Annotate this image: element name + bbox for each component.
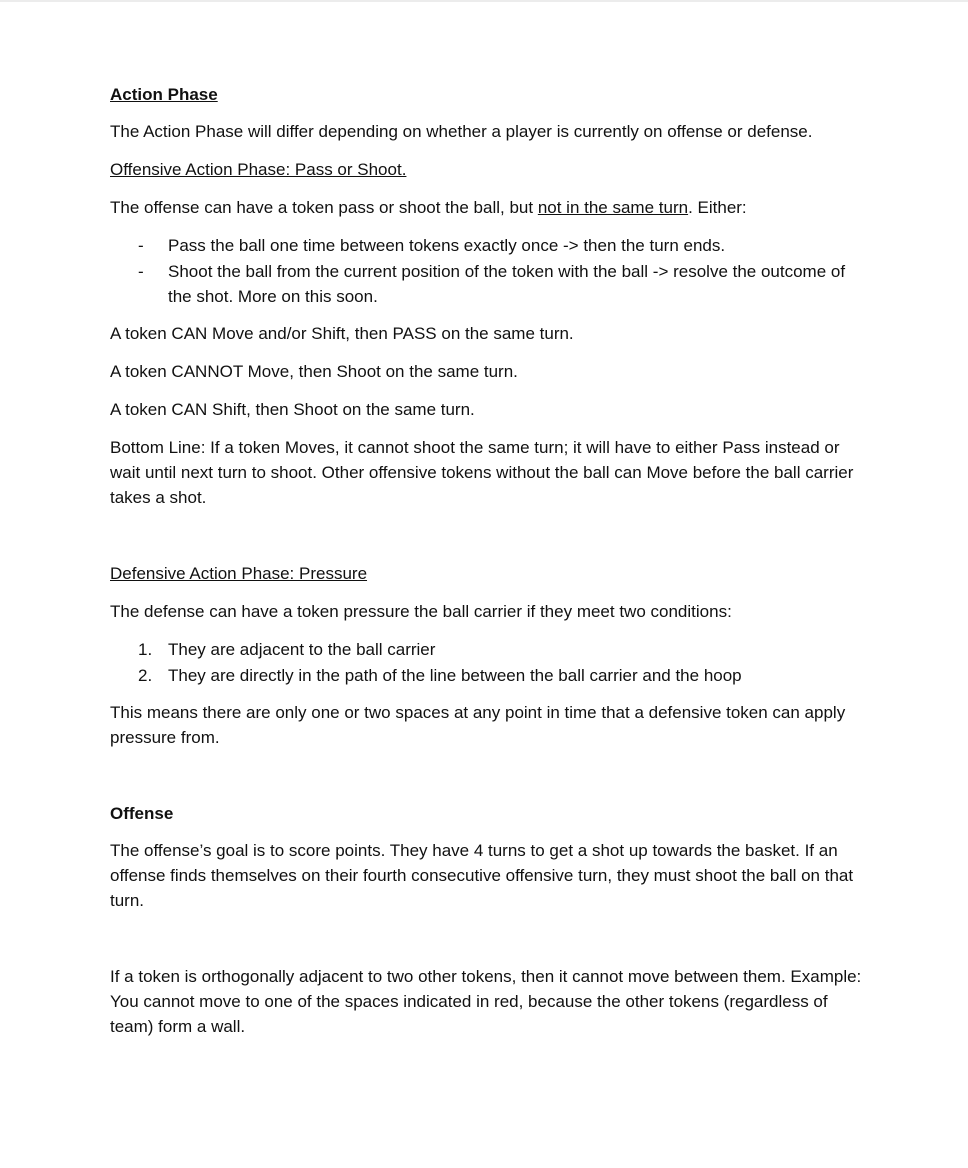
number-marker: 1.: [138, 640, 153, 659]
offensive-lead-start: The offense can have a token pass or shoot the ball, but: [110, 198, 538, 217]
spacer: [110, 523, 862, 561]
rule-shift-shoot: A token CAN Shift, then Shoot on the same turn.: [110, 400, 475, 419]
offensive-bullet-list: [110, 233, 862, 309]
bullet-marker: -: [138, 236, 144, 255]
offensive-lead-end: . Either:: [688, 198, 747, 217]
defensive-note: This means there are only one or two spaces at any point in time that a defensive token can apply pressure from.: [110, 703, 846, 747]
action-phase-heading: Action Phase: [110, 85, 218, 104]
bullet-text: Pass the ball one time between tokens exactly once -> then the turn ends.: [168, 236, 726, 255]
number-marker: 2.: [138, 666, 153, 685]
defensive-lead: The defense can have a token pressure the ball carrier if they meet two conditions:: [110, 602, 732, 621]
rule-move-shift-pass: A token CAN Move and/or Shift, then PASS on the same turn.: [110, 324, 574, 343]
list-item: [110, 637, 862, 662]
bottom-line-paragraph: Bottom Line: If a token Moves, it cannot shoot the same turn; it will have to either Pass instead or wait until next turn to shoot. Other offensive tokens without the ball can Move before the ball carrier takes a shot.: [110, 438, 854, 507]
movement-paragraph: If a token is orthogonally adjacent to two other tokens, then it cannot move between them. Example: You cannot move to one of the spaces indicated in red, because the other tokens (regardless of team) form a wall.: [110, 967, 862, 1036]
spacer: [110, 926, 862, 964]
defensive-numbered-list: [110, 637, 862, 688]
list-item: [110, 233, 862, 258]
offense-paragraph: The offense’s goal is to score points. They have 4 turns to get a shot up towards the basket. If an offense finds themselves on their fourth consecutive offensive turn, they must shoot the ball on that turn.: [110, 841, 854, 910]
bullet-text: Shoot the ball from the current position of the token with the ball -> resolve the outcome of the shot. More on this soon.: [168, 262, 846, 306]
offensive-subheading: Offensive Action Phase: Pass or Shoot.: [110, 160, 407, 179]
defensive-subheading: Defensive Action Phase: Pressure: [110, 564, 368, 583]
spacer: [110, 763, 862, 801]
bullet-marker: -: [138, 262, 144, 281]
document-page: [110, 82, 862, 1052]
page-top-border: [0, 0, 968, 2]
item-text: They are directly in the path of the line between the ball carrier and the hoop: [168, 666, 742, 685]
list-item: [110, 259, 862, 309]
list-item: [110, 663, 862, 688]
item-text: They are adjacent to the ball carrier: [168, 640, 436, 659]
offensive-lead: [110, 195, 862, 220]
action-phase-intro: The Action Phase will differ depending on whether a player is currently on offense or defense.: [110, 122, 813, 141]
rule-move-shoot: A token CANNOT Move, then Shoot on the same turn.: [110, 362, 518, 381]
offense-heading: Offense: [110, 804, 174, 823]
offensive-lead-underlined: not in the same turn: [537, 198, 689, 217]
